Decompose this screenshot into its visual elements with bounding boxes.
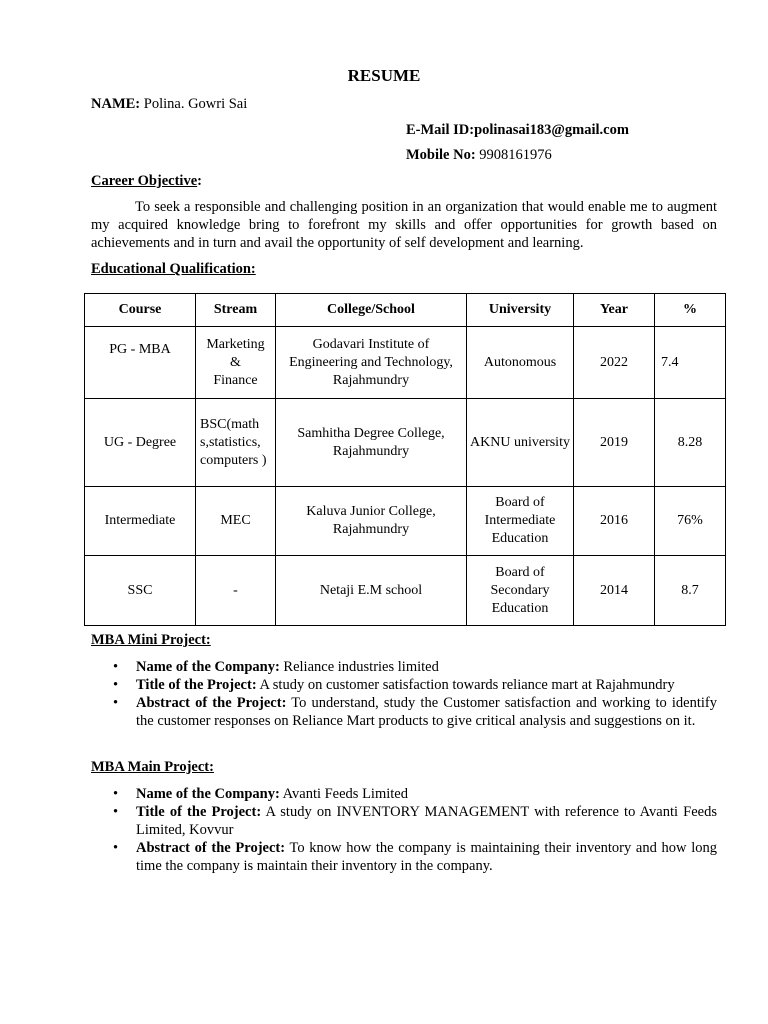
career-objective-heading [91,173,202,190]
table-row [85,556,726,626]
cell-university: Autonomous [467,327,574,399]
column-header-percent: % [655,294,726,327]
career-objective-colon: : [197,173,202,189]
list-item [136,839,717,875]
table-row [85,487,726,556]
item-text: To know how the company is maintaining their inventory and how long time the company is maintain their inventory in the company. [136,840,717,874]
cell-year: 2019 [574,399,655,487]
list-item [136,785,717,803]
email-line [406,122,629,139]
list-item [136,658,717,676]
list-item [136,803,717,839]
item-text: Avanti Feeds Limited [282,786,408,802]
table-row [85,399,726,487]
cell-course: Intermediate [85,487,196,556]
cell-college: Netaji E.M school [276,556,467,626]
item-label: Abstract of the Project: [136,695,287,711]
mini-project-list [91,658,717,730]
item-text: A study on customer satisfaction towards reliance mart at Rajahmundry [259,677,675,693]
cell-course: UG - Degree [85,399,196,487]
item-text: A study on INVENTORY MANAGEMENT with reference to Avanti Feeds Limited, Kovvur [136,804,718,838]
item-label: Abstract of the Project: [136,840,286,856]
cell-course: SSC [85,556,196,626]
table-header-row [85,294,726,327]
mini-project-heading: MBA Mini Project: [91,632,211,648]
email-value: polinasai183@gmail.com [474,122,629,138]
cell-university: AKNU university [467,399,574,487]
cell-year: 2022 [574,327,655,399]
name-label: NAME: [91,96,141,112]
name-value: Polina. Gowri Sai [143,96,248,112]
item-label: Title of the Project: [136,804,262,820]
cell-stream: - [196,556,276,626]
list-item [136,676,717,694]
email-label: E-Mail ID: [406,122,475,138]
cell-college: Kaluva Junior College, Rajahmundry [276,487,467,556]
item-label: Name of the Company: [136,659,280,675]
cell-percent: 8.28 [655,399,726,487]
main-project-heading: MBA Main Project: [91,759,214,775]
cell-percent: 8.7 [655,556,726,626]
cell-percent: 76% [655,487,726,556]
mobile-value: 9908161976 [479,147,552,163]
cell-college: Godavari Institute of Engineering and Technology, Rajahmundry [276,327,467,399]
page-title: RESUME [347,66,421,85]
item-label: Name of the Company: [136,786,280,802]
cell-stream: BSC(math s,statistics, computers ) [196,399,276,487]
mobile-line [406,147,552,164]
mobile-label: Mobile No: [406,147,476,163]
cell-stream: MEC [196,487,276,556]
cell-university: Board of Intermediate Education [467,487,574,556]
cell-university: Board of Secondary Education [467,556,574,626]
table-row [85,327,726,399]
column-header-university: University [467,294,574,327]
list-item [136,694,717,730]
education-table [84,293,726,626]
name-line [91,96,247,113]
career-objective-text: To seek a responsible and challenging position in an organization that would enable me to augment my acquired knowledge bring to forefront my skills and offer opportunities for growth based on achievements and in turn and avail the opportunity of self development and learning. [91,199,717,251]
education-heading: Educational Qualification: [91,261,256,277]
career-objective-heading-text: Career Objective [91,173,198,189]
column-header-stream: Stream [196,294,276,327]
item-label: Title of the Project: [136,677,257,693]
column-header-college: College/School [276,294,467,327]
item-text: To understand, study the Customer satisfaction and working to identify the customer responses on Reliance Mart products to give critical analysis and suggestions on it. [136,695,717,729]
cell-course: PG - MBA [85,327,196,399]
main-project-list [91,785,717,875]
column-header-year: Year [574,294,655,327]
cell-percent: 7.4 [655,327,726,399]
item-text: Reliance industries limited [283,659,439,675]
cell-year: 2016 [574,487,655,556]
cell-year: 2014 [574,556,655,626]
column-header-course: Course [85,294,196,327]
cell-college: Samhitha Degree College, Rajahmundry [276,399,467,487]
cell-stream: Marketing & Finance [196,327,276,399]
